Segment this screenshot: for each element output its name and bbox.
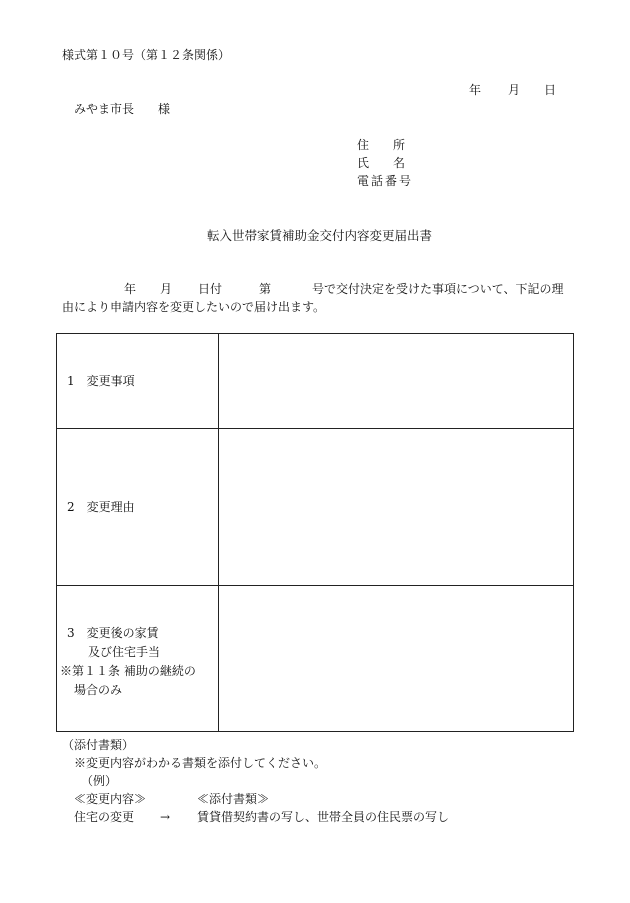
attachments-example-label: （例） [81, 774, 118, 788]
change-item-label-cell [57, 334, 219, 428]
new-rent-label-line3: ※第１１条 補助の継続の [60, 664, 196, 678]
body-number-prefix: 第 [259, 282, 272, 296]
body-year-label: 年 [124, 282, 137, 296]
address-label: 住 所 [357, 138, 406, 152]
docs-item-example: 賃貸借契約書の写し、世帯全員の住民票の写し [197, 810, 450, 824]
table-row-change-item [57, 334, 573, 429]
change-reason-label-cell [57, 429, 219, 585]
change-item-example: 住宅の変更 [74, 810, 135, 824]
table-row-new-rent [57, 586, 573, 731]
attachments-note: ※変更内容がわかる書類を添付してください。 [74, 756, 327, 770]
new-rent-label-line4: 場合のみ [74, 683, 123, 697]
new-rent-label-line1: 3 変更後の家賃 [67, 626, 159, 640]
change-column-header: ≪変更内容≫ [74, 792, 147, 806]
body-day-dated-label: 日付 [198, 282, 223, 296]
docs-column-header: ≪添付書類≫ [197, 792, 270, 806]
table-row-change-reason [57, 429, 573, 586]
attachments-heading: （添付書類） [62, 738, 135, 752]
change-reason-value-cell[interactable] [219, 429, 573, 585]
name-label: 氏 名 [357, 156, 406, 170]
date-month-label: 月 [508, 83, 521, 97]
change-item-label: 1 変更事項 [67, 374, 135, 388]
addressee: みやま市長 様 [74, 102, 171, 116]
change-details-table [56, 333, 574, 732]
phone-label: 電話番号 [357, 174, 414, 188]
body-line1-rest: 号で交付決定を受けた事項について、下記の理 [312, 282, 564, 296]
new-rent-value-cell[interactable] [219, 586, 573, 731]
change-reason-label: 2 変更理由 [67, 500, 135, 514]
arrow-icon: → [160, 810, 171, 824]
date-day-label: 日 [544, 83, 557, 97]
form-number: 様式第１０号（第１２条関係） [62, 48, 231, 62]
date-year-label: 年 [469, 83, 482, 97]
new-rent-label-line2: 及び住宅手当 [88, 645, 161, 659]
change-item-value-cell[interactable] [219, 334, 573, 428]
body-month-label: 月 [160, 282, 173, 296]
new-rent-label-cell [57, 586, 219, 731]
body-line2: 由により申請内容を変更したいので届け出ます。 [62, 300, 326, 314]
document-title: 転入世帯家賃補助金交付内容変更届出書 [207, 228, 433, 243]
